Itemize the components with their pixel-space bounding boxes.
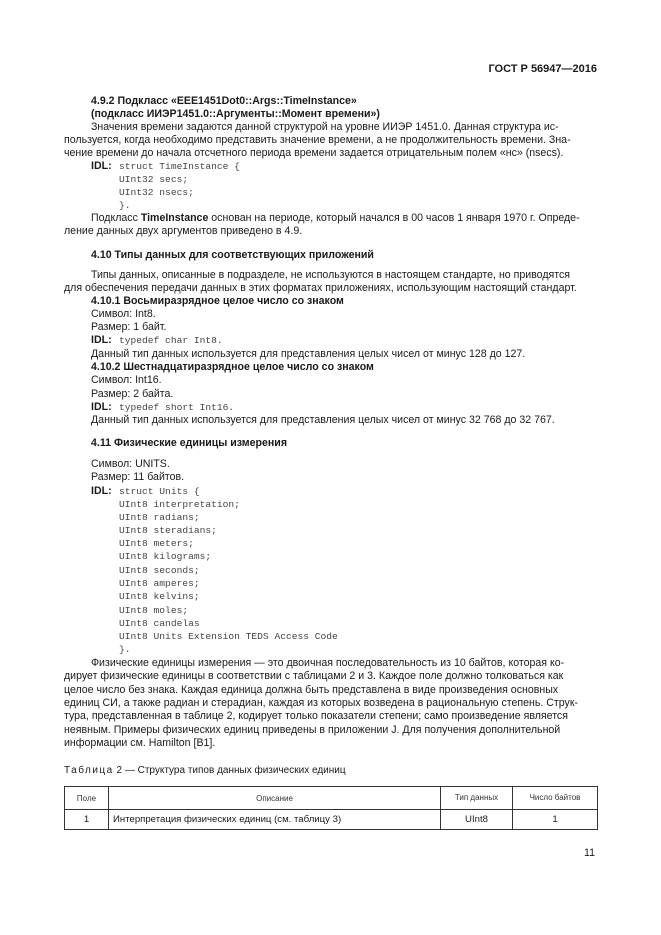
idl-label: IDL: [91, 334, 112, 346]
code-line: struct TimeInstance { [119, 161, 240, 172]
code-line: UInt32 nsecs; [119, 187, 194, 198]
table-caption-text: 2 — Структура типов данных физических единиц [113, 765, 346, 776]
code-line: typedef short Int16. [119, 402, 235, 413]
code-line: UInt8 steradians; [119, 525, 217, 536]
size-line: Размер: 2 байта. [91, 388, 174, 400]
paragraph-line: чение времени до начала отсчетного периода времени задается отрицательным полем «нс» (nsecs). [64, 147, 564, 159]
code-line: struct Units { [119, 486, 200, 497]
paragraph-line [91, 212, 580, 225]
paragraph-line: Типы данных, описанные в подразделе, не используются в настоящем стандарте, но приводятся [91, 269, 571, 281]
section-4-10-1-title: 4.10.1 Восьмиразрядное целое число со знаком [91, 295, 344, 307]
code-line: UInt8 radians; [119, 512, 200, 523]
paragraph-line: Значения времени задаются данной структурой на уровне ИИЭР 1451.0. Данная структура ис- [91, 121, 559, 133]
code-line: UInt8 kilograms; [119, 551, 212, 562]
text-rest: основан на периоде, который начался в 00 часов 1 января 1970 г. Опреде- [208, 212, 580, 224]
cell-byte-count: 1 [513, 810, 598, 830]
cell-data-type: UInt8 [441, 810, 513, 830]
paragraph-line: тура, представленная в таблице 2, кодирует только показатели степени; само произведение является [64, 710, 568, 722]
table-header-row [65, 787, 598, 810]
paragraph-line: для обеспечения передачи данных в этих форматах приложениях, использующим настоящий стандарт. [64, 282, 577, 294]
cell-description: Интерпретация физических единиц (см. таблицу 3) [109, 810, 441, 830]
code-line: UInt8 amperes; [119, 578, 200, 589]
idl-label: IDL: [91, 401, 112, 413]
code-line: typedef char Int8. [119, 335, 223, 346]
paragraph-line: Данный тип данных используется для представления целых чисел от минус 128 до 127. [91, 348, 526, 360]
section-4-9-2-title-line2: (подкласс ИИЭР1451.0::Аргументы::Момент времени») [91, 108, 380, 120]
paragraph-line: неявным. Примеры физических единиц приведены в приложении J. Для получения дополнительной [64, 724, 561, 736]
paragraph-line: ление данных двух аргументов приведено в 4.9. [64, 225, 303, 237]
cell-field: 1 [65, 810, 109, 830]
document-id: ГОСТ Р 56947—2016 [488, 63, 597, 75]
header-field: Поле [65, 787, 109, 810]
symbol-line: Символ: Int8. [91, 308, 156, 320]
class-name-bold: TimeInstance [140, 212, 209, 224]
page-number: 11 [584, 847, 595, 859]
paragraph-line: информации см. Hamilton [B1]. [64, 737, 216, 749]
physical-units-table [64, 786, 598, 830]
section-4-10-2-title: 4.10.2 Шестнадцатиразрядное целое число со знаком [91, 361, 374, 373]
code-line: UInt8 moles; [119, 605, 189, 616]
table-caption [64, 765, 346, 776]
code-line: }. [119, 644, 131, 655]
header-data-type: Тип данных [441, 787, 513, 810]
size-line: Размер: 11 байтов. [91, 471, 185, 483]
symbol-line: Символ: UNITS. [91, 458, 170, 470]
code-line: UInt8 candelas [119, 618, 200, 629]
symbol-line: Символ: Int16. [91, 374, 162, 386]
code-line: }. [119, 200, 131, 211]
paragraph-line: Физические единицы измерения — это двоичная последовательность из 10 байтов, которая ко- [91, 657, 565, 669]
idl-label: IDL: [91, 485, 112, 497]
paragraph-line: целое число без знака. Каждая единица должна быть представлена в виде произведения основных [64, 684, 559, 696]
section-4-9-2-title-line1: 4.9.2 Подкласс «EEE1451Dot0::Args::TimeInstance» [91, 95, 357, 107]
paragraph-line: дирует физические единицы в соответствии с таблицами 2 и 3. Каждое поле должно толковаться как [64, 670, 564, 682]
code-line: UInt32 secs; [119, 174, 189, 185]
code-line: UInt8 seconds; [119, 565, 200, 576]
section-4-11-title: 4.11 Физические единицы измерения [91, 437, 287, 449]
code-line: UInt8 meters; [119, 538, 194, 549]
size-line: Размер: 1 байт. [91, 321, 167, 333]
paragraph-line: единиц СИ, а также радиан и стерадиан, каждая из которых возведена в рациональную степень. Струк- [64, 697, 578, 709]
section-4-10-title: 4.10 Типы данных для соответствующих приложений [91, 249, 374, 261]
table-caption-word: Таблица [64, 765, 114, 776]
idl-label: IDL: [91, 160, 112, 172]
paragraph-line: пользуется, когда необходимо представить значение времени, а не продолжительность времени. Зна- [64, 134, 571, 146]
code-line: UInt8 kelvins; [119, 591, 200, 602]
code-line: UInt8 interpretation; [119, 499, 240, 510]
paragraph-line: Данный тип данных используется для представления целых чисел от минус 32 768 до 32 767. [91, 414, 555, 426]
table-row [65, 810, 598, 830]
header-description: Описание [109, 787, 441, 810]
text-prefix: Подкласс [91, 212, 141, 224]
header-byte-count: Число байтов [513, 787, 598, 810]
code-line: UInt8 Units Extension TEDS Access Code [119, 631, 338, 642]
